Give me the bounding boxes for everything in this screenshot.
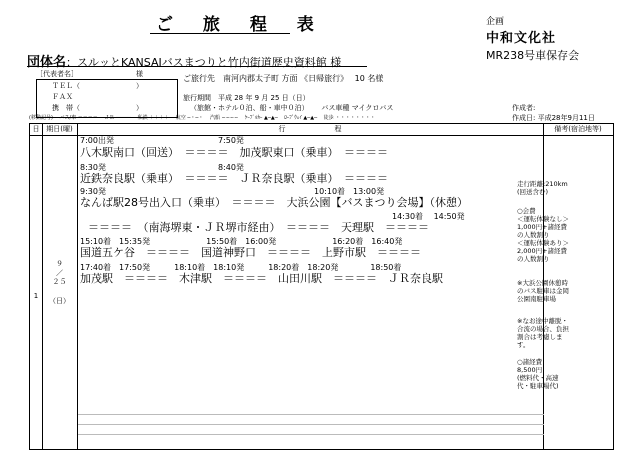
organizer-name: 中和文化社: [486, 31, 557, 46]
note-expenses: (燃料代・高速: [517, 374, 559, 382]
created-date: 作成日: 平成28年9月11日: [512, 114, 595, 122]
fax-field: ＦＡＸ: [52, 93, 73, 101]
col-divider: [77, 124, 78, 449]
title-underline: [150, 33, 290, 34]
row5-times: 15:10着 15:35発 15:50着 16:00発 16:20着 16:40発: [80, 237, 403, 246]
date-weekday: （日）: [49, 297, 70, 305]
note-withdrawal: す。: [517, 341, 530, 349]
date-separator: ／: [56, 269, 63, 277]
row4-times: 14:30着 14:50発: [392, 212, 465, 221]
note-withdrawal: 割合は考慮しま: [517, 333, 563, 341]
date-day: ２５: [52, 278, 67, 286]
note-fee-line: の人数割り: [517, 255, 550, 263]
ruled-line: [78, 424, 544, 425]
representative-label: ［代表者名］: [36, 70, 78, 78]
group-underline: [27, 66, 367, 67]
header-notes: 備考(宿泊地等): [554, 125, 602, 133]
representative-suffix: 様: [136, 70, 143, 78]
note-distance-sub: (回送含む): [517, 188, 549, 196]
note-withdrawal: 合流の場合、負担: [517, 325, 569, 333]
header-date: 期日(曜): [46, 125, 73, 133]
note-fee-line: 1,000円+諸経費: [517, 223, 568, 231]
author: 作成者:: [512, 104, 536, 112]
row6-times: 17:40着 17:50発 18:10着 18:10発 18:20着 18:20発 18:50着: [80, 263, 402, 272]
note-fee-line: ＜運転体験なし＞: [517, 215, 569, 223]
row1-times: 7:00出発 7:50発: [80, 136, 244, 145]
ruled-line: [78, 434, 544, 435]
document-title: ご 旅 程 表: [156, 15, 326, 35]
note-expenses: 8,500円: [517, 366, 543, 374]
row6-stops: 加茂駅 ＝＝＝＝ 木津駅 ＝＝＝＝ 山田川駅 ＝＝＝＝ ＪＲ奈良駅: [80, 272, 443, 285]
note-parking: のバス駐車は金岡: [517, 287, 569, 295]
row1-stops: 八木駅南口（回送） ＝＝＝＝ 加茂駅東口（乗車） ＝＝＝＝: [80, 146, 388, 159]
note-fee-line: ＜運転体験あり＞: [517, 239, 569, 247]
row4-stops: ＝＝＝＝ （南海堺東・ＪＲ堺市経由） ＝＝＝＝ 天理駅 ＝＝＝＝: [88, 221, 429, 234]
row2-times: 8:30発 8:40発: [80, 163, 244, 172]
ruled-line: [78, 414, 544, 415]
note-distance: 走行距離:210km: [517, 180, 568, 188]
organizer-subtitle: MR238号車保存会: [486, 49, 580, 62]
date-month: ９: [56, 260, 63, 268]
row3-stops: なんば駅28号出入口（乗車） ＝＝＝＝ 大浜公園【バスまつり会場】（休憩）: [80, 196, 468, 209]
destination: ご旅行先 南河内郡太子町 方面 《日帰旅行》 10 名様: [183, 74, 384, 83]
row3-times-venue: 10:10着 13:00発: [314, 187, 385, 196]
header-day: 日: [32, 125, 40, 133]
note-withdrawal: ※なお途中離脱・: [517, 317, 568, 325]
note-fee-title: ○会費: [517, 207, 536, 215]
travel-period: 旅行期間 平成 28 年 9 月 25 日（日）: [183, 94, 310, 102]
group-name: ：スルッとKANSAIバスまつりと竹内街道歴史資料館 様: [66, 56, 342, 69]
group-label: 団体名: [27, 55, 67, 70]
representative-line: [36, 69, 143, 79]
note-parking: ※大浜公園休憩時: [517, 279, 568, 287]
day-number: 1: [33, 292, 39, 300]
organizer-label: 企画: [486, 17, 505, 27]
note-fee-line: の人数割り: [517, 231, 550, 239]
note-expenses: 代・駐車場代): [517, 382, 559, 390]
group-name-line: [27, 51, 341, 70]
note-parking: 公園南駐車場: [517, 295, 556, 303]
header-schedule: 行 程: [278, 125, 342, 133]
travel-details: （旅館・ホテル０泊、船・車中０泊） バス車種 マイクロバス: [190, 104, 394, 112]
transport-legend: (移動記号) バス/車 ＝＝＝＝ ＪＲ ━━━━━ 私鉄 ＋＋＋＋ 航空 ─・─・ 汽船 ∼∼∼∼ ｹｰﾌﾞﾙｶｰ ▲─▲─ ﾛｰﾌﾟｳｪｲ ▲─▲─ 徒歩 ・・・・・・・・: [29, 115, 376, 121]
tel-field: ＴＥＬ（ ）: [52, 82, 143, 90]
note-expenses-title: ○諸経費: [517, 358, 543, 366]
row3-times-start: 9:30発: [80, 187, 106, 196]
mobile-field: 携 帯（ ）: [52, 104, 143, 112]
note-fee-line: 2,000円+諸経費: [517, 247, 568, 255]
row2-stops: 近鉄奈良駅（乗車） ＝＝＝＝ ＪＲ奈良駅（乗車） ＝＝＝＝: [80, 172, 388, 185]
row5-stops: 国道五ケ谷 ＝＝＝＝ 国道神野口 ＝＝＝＝ 上野市駅 ＝＝＝＝: [80, 246, 421, 259]
